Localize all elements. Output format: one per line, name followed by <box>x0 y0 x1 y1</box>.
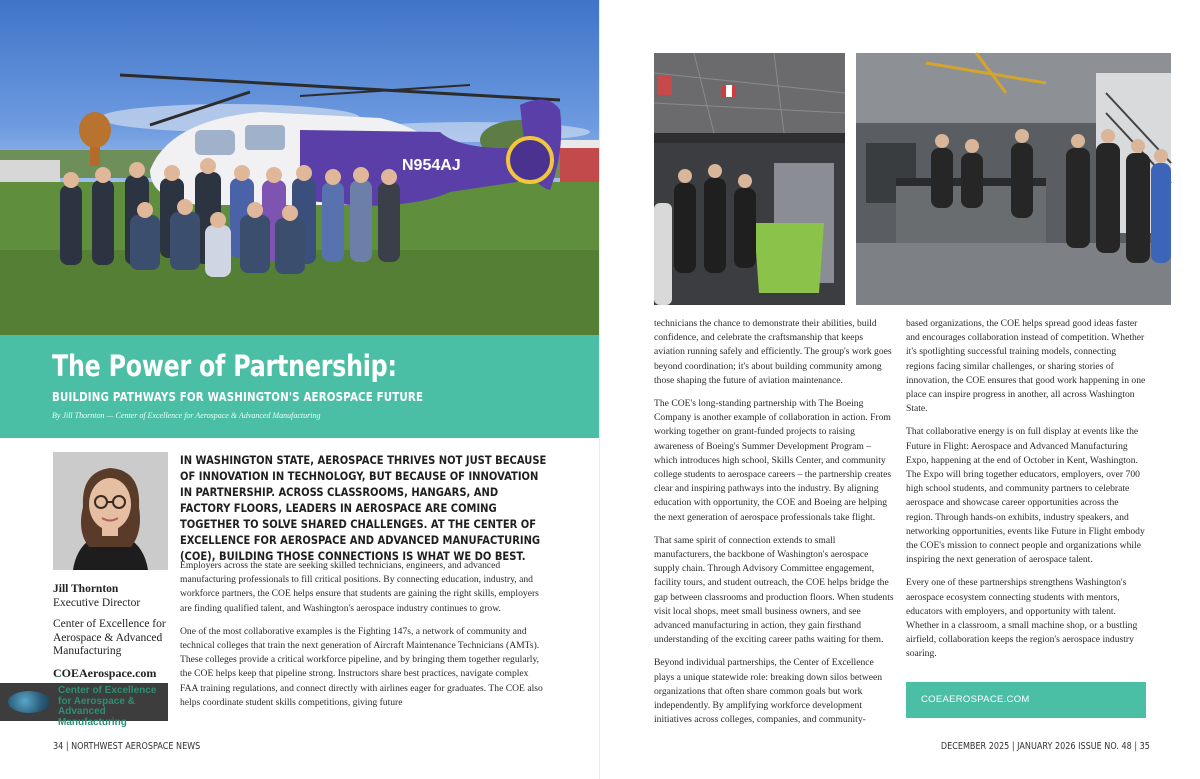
helicopter-registration: N954AJ <box>402 157 461 174</box>
folio-left: 34 | NORTHWEST AEROSPACE NEWS <box>53 741 201 752</box>
machine-shop-illustration <box>856 53 1171 305</box>
title-band <box>0 335 600 438</box>
body-column-left <box>180 559 547 719</box>
body-column-right-2 <box>906 317 1146 671</box>
author-sidebar <box>53 583 178 680</box>
website-cta-button[interactable] <box>906 682 1146 718</box>
body-paragraph: The COE's long-standing partnership with The Boeing Company is another example of collaboration in action. From working together on grant-funded projects to raising awareness of Boeing's Summer Development Program – which introduces high school, Skills Center, and community college students to aerospace careers – the partnership creates clear and inspiring pathways into the industry. By aligning education with opportunity, the COE and Boeing are helping the next generation of aerospace professionals take flight. <box>654 398 892 523</box>
author-role: Executive Director <box>53 596 141 609</box>
coe-logo <box>0 683 168 728</box>
lead-paragraph <box>180 452 548 564</box>
body-paragraph: Employers across the state are seeking skilled technicians, engineers, and advanced manufacturing professionals to fill critical positions. By connecting education, industry, and workforce partners, the COE helps ensure that students are gaining the right skills, employers are finding qualified talent, and Washington's aerospace industry continues to grow. <box>180 560 539 614</box>
body-column-right-1 <box>654 317 895 736</box>
hero-illustration <box>0 0 600 335</box>
expo-booth-photo <box>654 53 845 305</box>
body-paragraph: based organizations, the COE helps spread good ideas faster and encourages collaboration instead of competition. Whether it's spotlighting successful training models, connecting regions facing similar challenges, or sharing stories of innovation, the COE ensures that good work happening in one place can inspire progress in another, all across Washington State. <box>906 318 1146 415</box>
lead-text: IN WASHINGTON STATE, AEROSPACE THRIVES NOT JUST BECAUSE OF INNOVATION IN TECHNOLOGY, BUT BECAUSE OF INNOVATION IN PARTNERSHIP. ACROSS CLASSROOMS, HANGARS, AND FACTORY FLOORS, LEADERS IN AEROSPACE ARE COMING TOGETHER TO SOLVE SHARED CHALLENGES. AT THE CENTER OF EXCELLENCE FOR AEROSPACE AND ADVANCED MANUFACTURING (COE), BUILDING THOSE CONNECTIONS IS WHAT WE DO BEST. <box>180 453 547 563</box>
body-paragraph: One of the most collaborative examples is the Fighting 147s, a network of community and technical colleges that train the next generation of Aircraft Maintenance Technicians (AMTs). These colleges provide a critical workforce pipeline, and by bringing them together regularly, the COE helps keep that pipeline strong. Instructors share best practices, navigate complex FAA training regulations, and connect directly with airlines eager for graduates. The COE also helps coordinate student skills competitions, giving future <box>180 625 543 708</box>
website-cta-label: COEAEROSPACE.COM <box>921 694 1030 705</box>
body-paragraph: technicians the chance to demonstrate their abilities, build confidence, and celebrate the craftsmanship that keeps aviation running safely and efficiently. The group's work goes beyond coordination; it's about building community among those shaping the future of aviation maintenance. <box>654 318 892 386</box>
globe-icon <box>8 691 50 713</box>
folio-right: DECEMBER 2025 | JANUARY 2026 ISSUE NO. 48 | 35 <box>940 741 1150 752</box>
body-paragraph: Every one of these partnerships strengthens Washington's aerospace ecosystem connecting students with mentors, educators with employers, and opportunity with talent. Whether in a classroom, a small machine shop, or a bustling airfield, collaboration keeps the region's aerospace industry soaring. <box>906 577 1138 660</box>
coe-logo-text: Center of Excellence for Aerospace & Advanced Manufacturing <box>58 685 157 728</box>
body-paragraph: Beyond individual partnerships, the Center of Excellence plays a unique statewide role: breaking down silos between organizations that often share common goals but work independently. By amplifying workforce development initiatives across colleges, companies, and community- <box>654 657 883 726</box>
article-byline: By Jill Thornton — Center of Excellence for Aerospace & Advanced Manufacturing <box>52 411 321 420</box>
helicopter-group-photo <box>0 0 600 335</box>
machine-shop-tour-photo <box>856 53 1171 305</box>
article-subtitle: BUILDING PATHWAYS FOR WASHINGTON'S AEROSPACE FUTURE <box>52 389 424 404</box>
author-name: Jill Thornton <box>53 583 119 595</box>
portrait-illustration <box>53 452 168 570</box>
expo-booth-illustration <box>654 53 845 305</box>
body-paragraph: That collaborative energy is on full display at events like the Future in Flight: Aerospace and Advanced Manufacturing Expo, happening at the end of October in Kent, Washington. The Expo will bring together educators, employers, over 700 high school students, and community partners to celebrate aerospace and showcase career opportunities across the region. Through hands-on exhibits, industry speakers, and networking opportunities, events like Future in Flight embody the COE's mission to connect people and organizations while inspiring the next generation of aerospace talent. <box>906 426 1145 566</box>
body-paragraph: That same spirit of connection extends to small manufacturers, the backbone of Washington's aerospace supply chain. Through Advisory Committee engagement, facility tours, and student outreach, the COE helps bridge the gap between classrooms and production floors. When students visit local shops, meet small business owners, and see advanced manufacturing in action, they gain firsthand understanding of the exciting career paths waiting for them. <box>654 534 894 646</box>
author-website-link[interactable]: COEAerospace.com <box>53 665 157 680</box>
author-portrait <box>53 452 168 570</box>
article-title: The Power of Partnership: <box>52 349 397 383</box>
author-organization: Center of Excellence for Aerospace & Advanced Manufacturing <box>53 618 166 657</box>
